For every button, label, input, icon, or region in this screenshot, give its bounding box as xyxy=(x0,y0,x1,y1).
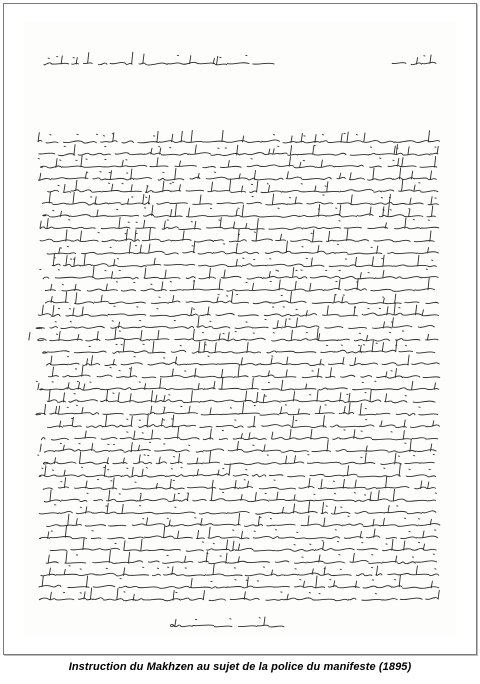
manuscript-line xyxy=(45,278,434,291)
manuscript-line xyxy=(38,452,435,465)
manuscript-line xyxy=(47,241,438,254)
manuscript-line xyxy=(50,538,436,552)
figure-caption: Instruction du Makhzen au sujet de la police du manifeste (1895) xyxy=(68,661,412,673)
manuscript-line xyxy=(39,464,436,477)
manuscript-line xyxy=(44,488,436,502)
manuscript-line xyxy=(49,365,440,378)
manuscript-line xyxy=(48,179,438,193)
manuscript-line xyxy=(38,156,437,168)
manuscript-line xyxy=(43,340,435,354)
header-invocation-line xyxy=(44,52,274,65)
manuscript-line xyxy=(39,526,437,539)
manuscript-line xyxy=(38,303,438,317)
manuscript-line xyxy=(47,355,440,366)
manuscript-line xyxy=(36,377,439,390)
manuscript-line xyxy=(36,315,434,328)
manuscript-line xyxy=(39,144,438,155)
manuscript-line xyxy=(40,228,434,242)
manuscript-line xyxy=(40,266,438,279)
manuscript-line xyxy=(41,427,437,440)
manuscript-header xyxy=(44,52,436,65)
manuscript-line xyxy=(39,588,439,601)
manuscript-line xyxy=(45,291,438,304)
manuscript-line xyxy=(43,476,435,489)
manuscript-page xyxy=(24,22,456,636)
manuscript-line xyxy=(38,130,440,143)
manuscript-line xyxy=(29,328,438,341)
document-frame xyxy=(3,3,477,655)
manuscript-line xyxy=(39,502,436,515)
manuscript-line xyxy=(48,415,440,428)
manuscript-line xyxy=(43,204,436,217)
manuscript-image xyxy=(24,22,456,636)
manuscript-closing xyxy=(170,617,284,627)
manuscript-line xyxy=(39,575,439,589)
manuscript-line xyxy=(52,254,436,267)
manuscript-line xyxy=(40,440,436,453)
manuscript-line xyxy=(38,168,436,181)
manuscript-line xyxy=(36,402,438,415)
manuscript-line xyxy=(42,192,438,205)
header-seal-heading xyxy=(392,55,436,65)
manuscript-closing-line xyxy=(170,617,284,627)
manuscript-body xyxy=(29,130,440,601)
manuscript-line xyxy=(47,513,440,526)
manuscript-line xyxy=(47,389,435,402)
manuscript-line xyxy=(41,564,439,576)
manuscript-line xyxy=(46,551,437,564)
manuscript-line xyxy=(40,218,439,230)
